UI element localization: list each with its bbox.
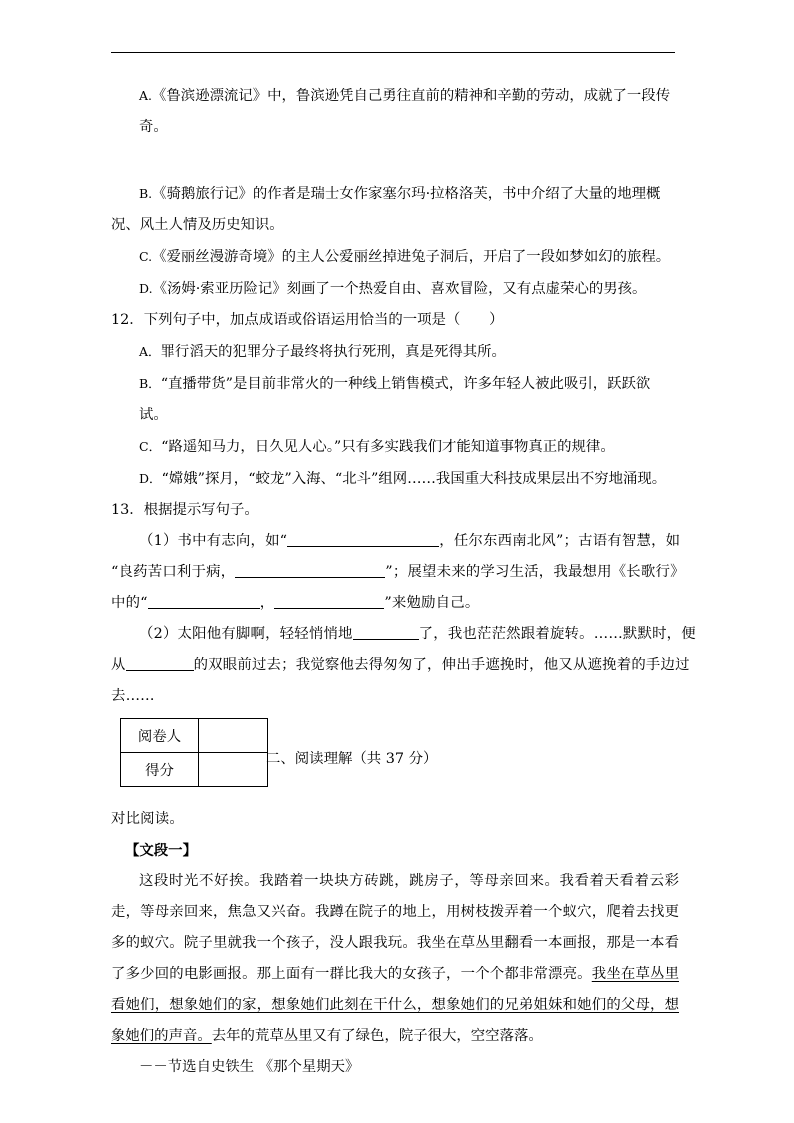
- table-row: [121, 719, 268, 753]
- passage-1-body: [111, 866, 679, 1052]
- q11-option-b-letter: B.: [139, 186, 153, 201]
- section-2-title: 二、阅读理解（共 37 分）: [266, 751, 438, 767]
- page-header-rule: [111, 52, 675, 53]
- grader-label-cell: 阅卷人: [121, 719, 199, 753]
- q13-sub2-text-5: 去……: [111, 688, 155, 704]
- q13-sub1-text-2: ，任尔东西南北风”；古语有智慧，如: [439, 533, 681, 549]
- score-table-area: [111, 718, 679, 804]
- score-value-cell[interactable]: [199, 753, 268, 787]
- passage-1-text-after-underline: 去年的荒草丛里又有了绿色，院子很大，空空落落。: [211, 1028, 543, 1044]
- table-row: [121, 753, 268, 787]
- q13-blank-3[interactable]: [148, 593, 260, 609]
- q13-sub2-text-1: 太阳他有脚啊，轻轻悄悄地: [177, 626, 353, 642]
- score-table: [120, 718, 268, 787]
- section-2-instruction: 对比阅读。: [111, 811, 184, 827]
- q12-option-b: [111, 368, 679, 431]
- q12-option-d: [111, 463, 679, 495]
- q11-option-c-letter: C.: [139, 249, 153, 264]
- q11-option-d-letter: D.: [139, 281, 153, 296]
- q13-sub2-text-3: 从: [111, 657, 126, 673]
- q13-sub1-line3: [111, 588, 679, 619]
- passage-1-underlined-text: 我坐在草丛里看她们，想象她们的家，想象她们此刻在干什么，想象她们的兄弟姐妹和她们的父母，想象她们的声音。: [111, 966, 679, 1044]
- page-content: [111, 80, 696, 1083]
- q13-sub1-text-1: 书中有志向，如“: [177, 533, 288, 549]
- q13-stem: 13．根据提示写句子。: [111, 502, 259, 518]
- q12-option-a: [111, 336, 679, 368]
- q13-sub1-text-6: ，: [259, 595, 275, 611]
- q12-stem: 12．下列句子中，加点成语或俗语运用恰当的一项是（ ）: [111, 312, 504, 328]
- passage-1-text-before-underline: 这段时光不好挨。我踏着一块块方砖跳，跳房子，等母亲回来。我看着天看着云彩走，等母亲回来，焦急又兴奋。我蹲在院子的地上，用树枝拨弄着一个蚁穴，爬着去找更多的蚁穴。院子里就我一个孩子，没人跟我玩。我坐在草丛里翻看一本画报，那是一本看了多少回的电影画报。那上面有一群比我大的女孩子，一个个都非常漂亮。: [111, 873, 679, 982]
- q11-option-d-text: 《汤姆·索亚历险记》刻画了一个热爱自由、喜欢冒险，又有点虚荣心的男孩。: [152, 281, 647, 297]
- q12-option-b-text: “直播带货”是目前非常火的一种线上销售模式，许多年轻人被此吸引，跃跃欲试。: [139, 376, 651, 423]
- q11-option-b: [111, 178, 679, 241]
- q11-option-c: [111, 241, 679, 273]
- q13-blank-4[interactable]: [274, 593, 384, 609]
- q12-option-b-letter: B．: [139, 376, 161, 391]
- q13-sub1-line1: [111, 526, 679, 557]
- q13-sub1-text-4: ”；展望未来的学习生活，我最想用《长歌行》: [385, 564, 685, 580]
- passage-1-header: 【文段一】: [125, 842, 197, 859]
- q13-sub1-text-3: “良药苦口利于病，: [111, 564, 236, 580]
- q13-sub2-line1: [111, 619, 696, 650]
- q11-option-b-text: 《骑鹅旅行记》的作者是瑞士女作家塞尔玛·拉格洛芙，书中介绍了大量的地理概况、风土人情及历史知识。: [111, 186, 661, 233]
- q11-option-d: [111, 273, 679, 305]
- q11-option-a: [111, 80, 679, 143]
- q13-sub2-text-2: 了，我也茫茫然跟着旋转。……默默时，便: [418, 626, 696, 642]
- score-label-cell: 得分: [121, 753, 199, 787]
- q13-blank-5[interactable]: [353, 624, 419, 640]
- q13-sub2-line2: [111, 650, 690, 681]
- q12-option-c-text: “路遥知马力，日久见人心。”只有多实践我们才能知道事物真正的规律。: [161, 439, 615, 455]
- q13-sub2-line3: [111, 681, 679, 712]
- q13-blank-6[interactable]: [126, 655, 194, 671]
- q11-option-c-text: 《爱丽丝漫游奇境》的主人公爱丽丝掉进兔子洞后，开启了一段如梦如幻的旅程。: [152, 249, 671, 265]
- passage-1-attribution: －－节选自史铁生 《那个星期天》: [139, 1059, 360, 1075]
- q13-sub1-text-5: 中的“: [111, 595, 148, 611]
- q11-option-a-text: 《鲁滨逊漂流记》中，鲁滨逊凭自己勇往直前的精神和辛勤的劳动，成就了一段传奇。: [139, 88, 671, 135]
- q13-blank-2[interactable]: [235, 562, 385, 578]
- q11-option-a-letter: A.: [139, 88, 153, 103]
- q13-blank-1[interactable]: [287, 531, 439, 547]
- q12-option-a-text: 罪行滔天的犯罪分子最终将执行死刑，真是死得其所。: [160, 344, 506, 360]
- q13-sub1-line2: [111, 557, 685, 588]
- q13-sub1-label: （1）: [139, 533, 178, 549]
- grader-value-cell[interactable]: [199, 719, 268, 753]
- q12-option-c: [111, 431, 679, 463]
- spacer-after-option-a: [111, 143, 679, 178]
- q12-option-d-letter: D．: [139, 471, 162, 486]
- q13-sub2-text-4: 的双眼前过去；我觉察他去得匆匆了，伸出手遮挽时，他又从遮挽着的手边过: [193, 657, 690, 673]
- q13-sub1-text-7: ”来勉励自己。: [384, 595, 480, 611]
- q12-option-a-letter: A．: [139, 344, 161, 359]
- q12-option-d-text: “嫦娥”探月，“蛟龙”入海、“北斗”组网……我国重大科技成果层出不穷地涌现。: [161, 471, 667, 487]
- q13-sub2-label: （2）: [139, 626, 178, 642]
- q12-option-c-letter: C．: [139, 439, 162, 454]
